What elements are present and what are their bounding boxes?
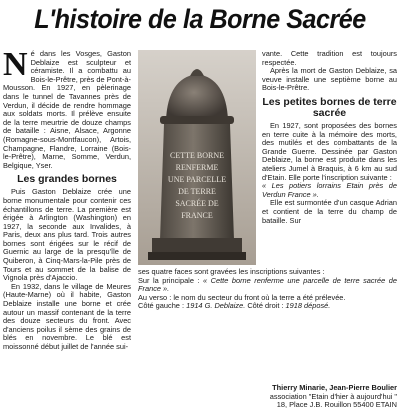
principale-label: Sur la principale : xyxy=(138,275,200,285)
paragraph-verso: Au verso : le nom du secteur du front où la terre a été prélevée. xyxy=(138,292,346,302)
drop-cap: N xyxy=(3,46,28,83)
borne-image xyxy=(138,50,256,265)
inscription-line-1: CETTE BORNE xyxy=(170,151,224,160)
intro-section xyxy=(3,46,131,170)
association: association "Etain d'hier à aujourd'hui " xyxy=(269,391,397,401)
signature-block xyxy=(150,384,397,410)
inscription-line-4: DE TERRE xyxy=(178,187,216,196)
article-title: L'histoire de la Borne Sacrée xyxy=(34,4,366,34)
inscription-line-2: RENFERME xyxy=(175,163,219,172)
heading-petites-bornes: Les petites bornes de terre sacrée xyxy=(262,95,397,119)
inscription-line-3: UNE PARCELLE xyxy=(167,175,227,184)
address: 18, Place J.B. Rouillon 55400 ETAIN xyxy=(276,400,397,410)
heading-grandes-bornes: Les grandes bornes xyxy=(17,173,117,186)
paragraph-meures: En 1932, dans le village de Meures (Haute-Marne) où il habite, Gaston Deblaize installe une borne et crée autour un massif contenant de la terre des douze secteurs du front. Avec d'anciens poilus il sème des grains de blés en novembre. Le blé est moissonné début juillet de l'année sui- xyxy=(3,281,131,351)
inscription-line-5: SACRÉE DE xyxy=(175,199,219,208)
paragraph-faces: ses quatre faces sont gravées les inscriptions suivantes : xyxy=(138,267,325,276)
paragraph-casque: Elle est surmontée d'un casque Adrian et contient de la terre du champ de bataille. Sur xyxy=(262,198,397,225)
borne-photo xyxy=(138,50,256,265)
paragraph-mort: Après la mort de Gaston Deblaize, sa veuve installe une septième borne au Bois-le-Prêtre. xyxy=(262,66,397,93)
paragraph-grandes-bornes: Puis Gaston Deblaize crée une borne monumentale pour contenir ces échantillons de terre. La première est érigée à Arlington (Washington) en 1927, la seconde aux Invalides, à Paris, deux ans plus tard. Trois autres bornes sont érigées sur le récif de Guernic au large de la presqu'île de Quiberon, à Cinq-Mars-la-Pile près de Tours et au sommet de la balise de Vignola près d'Ajaccio. xyxy=(3,187,131,283)
column-left xyxy=(3,46,131,352)
cote-droit-value: 1918 déposé. xyxy=(285,301,331,311)
paragraph-cotes xyxy=(138,302,397,311)
principale-quote: « Cette borne renferme une parcelle de terre sacrée de France ». xyxy=(138,275,397,294)
cote-gauche-value: 1914 G. Deblaize. xyxy=(186,301,246,311)
intro-paragraph: é dans les Vosges, Gaston Deblaize est sculpteur et céramiste. Il a combattu au Bois-le-Prêtre, près de Pont-à-Mousson. En 1927, en pèlerinage dans le tunnel de Tavannes près de Verdun, il décide de rendre hommage aux soldats morts. Il prélève ensuite de la terre meurtrie de douze champs de bataille : Aisne, Alsace, Argonne (Romagne-sous-Montfaucon), Artois, Champagne, Flandre, Lorraine (Bois-le-Prêtre), Marne, Somme, Verdun, Belgique, Yser. xyxy=(3,49,131,170)
paragraph-continuation: vante. Cette tradition est toujours respectée. xyxy=(262,49,397,67)
cote-droit-label: Côté droit : xyxy=(247,301,284,311)
inscription-line-6: FRANCE xyxy=(181,211,213,220)
paragraph-principale xyxy=(138,277,397,294)
quote-etain-text: « Les potiers lorrains Etain près de Verdun France ». xyxy=(262,181,397,199)
cote-gauche-label: Côté gauche : xyxy=(138,301,185,311)
paragraph-petites-bornes: En 1927, sont proposées des bornes en terre cuite à la mémoire des morts, des mutilés et des combattants de la Grande Guerre. Dessinée par Gaston Deblaize, la borne est produite dans les ateliers Jumel à Braquis, à 6 km au sud d'Etain. Elle porte l'inscription suivante : xyxy=(262,120,397,182)
inscriptions-block xyxy=(138,268,397,311)
quote-etain xyxy=(262,182,397,199)
column-right xyxy=(262,50,397,225)
authors: Thierry Minarie, Jean-Pierre Boulier xyxy=(272,383,397,392)
